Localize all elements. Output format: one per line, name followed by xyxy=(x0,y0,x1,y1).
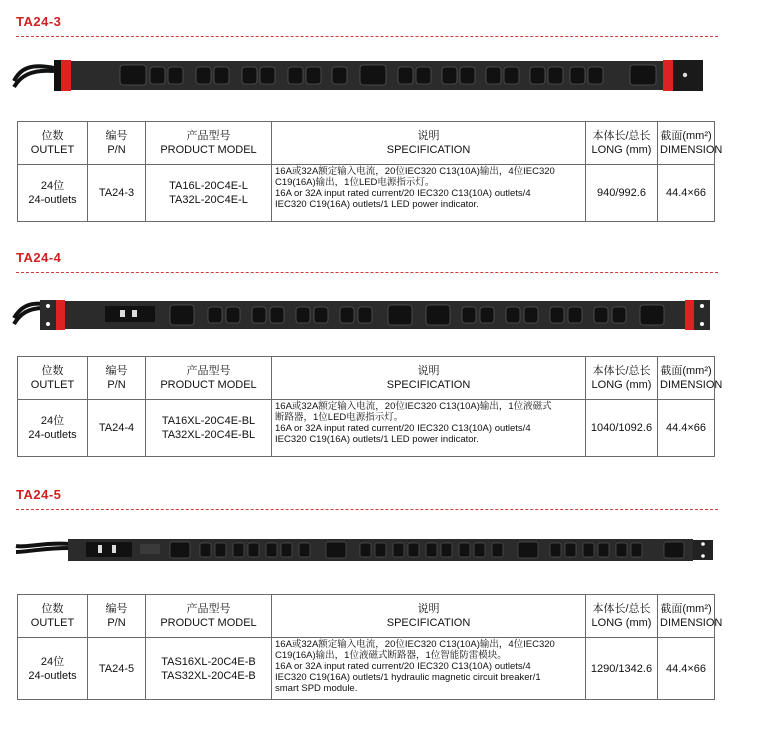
model-cell: TAS16XL-20C4E-B TAS32XL-20C4E-B xyxy=(146,638,272,700)
section-title: TA24-5 xyxy=(16,487,62,502)
outlet-cell: 24位 24-outlets xyxy=(18,165,88,222)
outlet-cell: 24位 24-outlets xyxy=(18,400,88,457)
spec-cell: 16A或32A额定输入电流，20位IEC320 C13(10A)输出，4位IEC320 C19(16A)输出，1位液磁式断路器，1位智能防雷模块。 16A or 32A input rated current/20 IEC320 C13(10A) outlets/4 IEC320 C19(16A) outlets/1 hydraulic magnetic circuit breaker/1 smart SPD module. xyxy=(272,638,586,700)
header-pn: 编号 P/N xyxy=(88,357,146,400)
length-cell: 1290/1342.6 xyxy=(586,638,658,700)
pdu-image-ta24-5 xyxy=(10,526,722,576)
pn-cell: TA24-3 xyxy=(88,165,146,222)
header-dimension: 截面(mm²) DIMENSION xyxy=(658,357,715,400)
header-spec: 说明 SPECIFICATION xyxy=(272,595,586,638)
table-header-row xyxy=(18,357,715,400)
table-header-row xyxy=(18,595,715,638)
header-long: 本体长/总长 LONG (mm) xyxy=(586,357,658,400)
pdu-image-ta24-4 xyxy=(10,290,722,340)
spec-cell: 16A或32A额定输入电流，20位IEC320 C13(10A)输出，1位液磁式 断路器，1位LED电源指示灯。 16A or 32A input rated current/20 IEC320 C13(10A) outlets/4 IEC320 C19(16A) outlets/1 LED power indicator. xyxy=(272,400,586,457)
header-pn: 编号 P/N xyxy=(88,595,146,638)
header-outlet: 位数 OUTLET xyxy=(18,122,88,165)
header-model: 产品型号 PRODUCT MODEL xyxy=(146,595,272,638)
model-cell: TA16L-20C4E-L TA32L-20C4E-L xyxy=(146,165,272,222)
header-outlet: 位数 OUTLET xyxy=(18,595,88,638)
header-model: 产品型号 PRODUCT MODEL xyxy=(146,122,272,165)
table-row xyxy=(18,400,715,457)
spec-table-ta24-3 xyxy=(17,121,723,222)
section-divider xyxy=(16,272,718,273)
dimension-cell: 44.4×66 xyxy=(658,638,715,700)
dimension-cell: 44.4×66 xyxy=(658,400,715,457)
header-dimension: 截面(mm²) DIMENSION xyxy=(658,595,715,638)
section-title: TA24-4 xyxy=(16,250,62,265)
section-divider xyxy=(16,509,718,510)
length-cell: 940/992.6 xyxy=(586,165,658,222)
header-model: 产品型号 PRODUCT MODEL xyxy=(146,357,272,400)
pn-cell: TA24-4 xyxy=(88,400,146,457)
spec-table-ta24-5 xyxy=(17,594,723,700)
spec-cell: 16A或32A额定输入电流，20位IEC320 C13(10A)输出，4位IEC320 C19(16A)输出，1位LED电源指示灯。 16A or 32A input rated current/20 IEC320 C13(10A) outlets/4 IEC320 C19(16A) outlets/1 LED power indicator. xyxy=(272,165,586,222)
pdu-image-ta24-3 xyxy=(10,51,722,101)
header-outlet: 位数 OUTLET xyxy=(18,357,88,400)
dimension-cell: 44.4×66 xyxy=(658,165,715,222)
model-cell: TA16XL-20C4E-BL TA32XL-20C4E-BL xyxy=(146,400,272,457)
header-dimension: 截面(mm²) DIMENSION xyxy=(658,122,715,165)
header-long: 本体长/总长 LONG (mm) xyxy=(586,122,658,165)
header-long: 本体长/总长 LONG (mm) xyxy=(586,595,658,638)
length-cell: 1040/1092.6 xyxy=(586,400,658,457)
table-header-row xyxy=(18,122,715,165)
pn-cell: TA24-5 xyxy=(88,638,146,700)
section-divider xyxy=(16,36,718,37)
section-title: TA24-3 xyxy=(16,14,62,29)
table-row xyxy=(18,165,715,222)
outlet-cell: 24位 24-outlets xyxy=(18,638,88,700)
header-spec: 说明 SPECIFICATION xyxy=(272,357,586,400)
table-row xyxy=(18,638,715,700)
header-spec: 说明 SPECIFICATION xyxy=(272,122,586,165)
header-pn: 编号 P/N xyxy=(88,122,146,165)
spec-table-ta24-4 xyxy=(17,356,723,457)
